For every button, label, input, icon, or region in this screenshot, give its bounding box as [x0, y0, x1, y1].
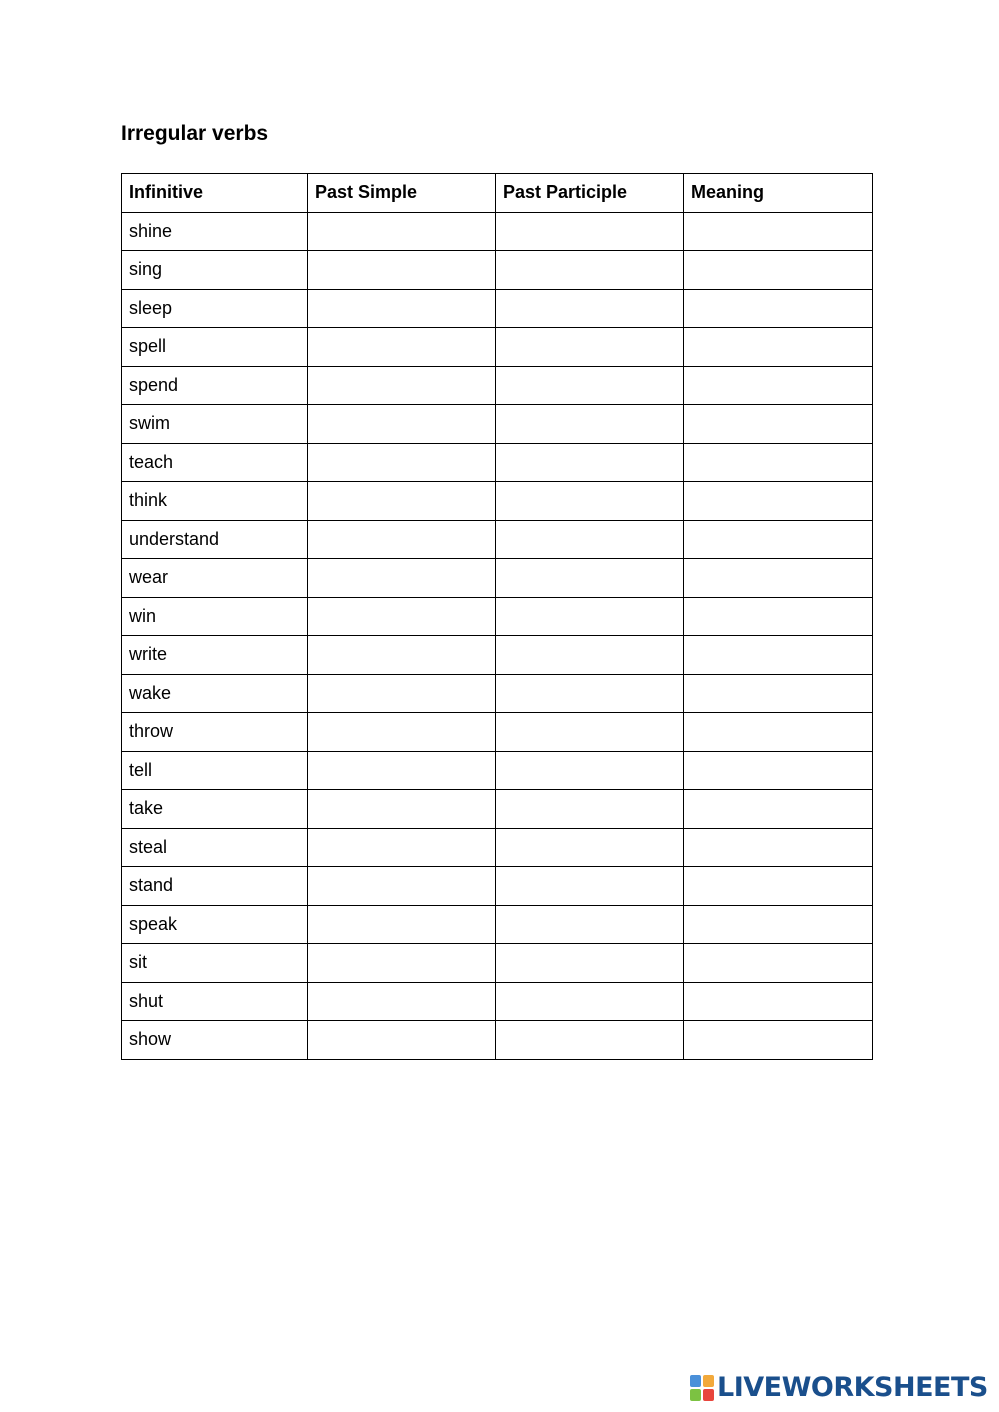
liveworksheets-logo-icon	[690, 1375, 714, 1401]
infinitive-cell: sing	[122, 251, 308, 290]
past-participle-cell[interactable]	[496, 790, 684, 829]
infinitive-cell: speak	[122, 905, 308, 944]
past-simple-cell[interactable]	[308, 597, 496, 636]
past-simple-cell[interactable]	[308, 328, 496, 367]
meaning-cell[interactable]	[684, 405, 873, 444]
header-meaning: Meaning	[684, 174, 873, 213]
meaning-cell[interactable]	[684, 828, 873, 867]
past-simple-cell[interactable]	[308, 674, 496, 713]
infinitive-cell: shine	[122, 212, 308, 251]
past-simple-cell[interactable]	[308, 520, 496, 559]
table-row	[122, 482, 873, 521]
table-row	[122, 366, 873, 405]
infinitive-cell: spend	[122, 366, 308, 405]
past-simple-cell[interactable]	[308, 636, 496, 675]
past-simple-cell[interactable]	[308, 905, 496, 944]
table-row	[122, 905, 873, 944]
table-row	[122, 790, 873, 829]
table-row	[122, 867, 873, 906]
past-participle-cell[interactable]	[496, 944, 684, 983]
infinitive-cell: understand	[122, 520, 308, 559]
past-participle-cell[interactable]	[496, 751, 684, 790]
infinitive-cell: tell	[122, 751, 308, 790]
infinitive-cell: spell	[122, 328, 308, 367]
infinitive-cell: win	[122, 597, 308, 636]
meaning-cell[interactable]	[684, 443, 873, 482]
page-title: Irregular verbs	[121, 122, 269, 145]
past-simple-cell[interactable]	[308, 559, 496, 598]
past-participle-cell[interactable]	[496, 559, 684, 598]
meaning-cell[interactable]	[684, 289, 873, 328]
table-row	[122, 289, 873, 328]
past-simple-cell[interactable]	[308, 482, 496, 521]
meaning-cell[interactable]	[684, 328, 873, 367]
past-participle-cell[interactable]	[496, 982, 684, 1021]
past-participle-cell[interactable]	[496, 674, 684, 713]
past-simple-cell[interactable]	[308, 982, 496, 1021]
past-participle-cell[interactable]	[496, 482, 684, 521]
past-participle-cell[interactable]	[496, 597, 684, 636]
table-row	[122, 751, 873, 790]
infinitive-cell: think	[122, 482, 308, 521]
infinitive-cell: shut	[122, 982, 308, 1021]
past-simple-cell[interactable]	[308, 1021, 496, 1060]
meaning-cell[interactable]	[684, 636, 873, 675]
past-participle-cell[interactable]	[496, 289, 684, 328]
table-row	[122, 251, 873, 290]
table-header	[122, 174, 873, 213]
meaning-cell[interactable]	[684, 1021, 873, 1060]
meaning-cell[interactable]	[684, 713, 873, 752]
table-row	[122, 405, 873, 444]
past-simple-cell[interactable]	[308, 790, 496, 829]
table-row	[122, 828, 873, 867]
past-simple-cell[interactable]	[308, 212, 496, 251]
table-row	[122, 1021, 873, 1060]
infinitive-cell: swim	[122, 405, 308, 444]
past-participle-cell[interactable]	[496, 520, 684, 559]
meaning-cell[interactable]	[684, 982, 873, 1021]
infinitive-cell: steal	[122, 828, 308, 867]
meaning-cell[interactable]	[684, 212, 873, 251]
past-participle-cell[interactable]	[496, 328, 684, 367]
past-participle-cell[interactable]	[496, 1021, 684, 1060]
table-row	[122, 944, 873, 983]
past-simple-cell[interactable]	[308, 751, 496, 790]
past-participle-cell[interactable]	[496, 212, 684, 251]
past-participle-cell[interactable]	[496, 636, 684, 675]
infinitive-cell: write	[122, 636, 308, 675]
past-simple-cell[interactable]	[308, 828, 496, 867]
table-row	[122, 636, 873, 675]
past-participle-cell[interactable]	[496, 443, 684, 482]
table-row	[122, 328, 873, 367]
meaning-cell[interactable]	[684, 751, 873, 790]
past-simple-cell[interactable]	[308, 366, 496, 405]
past-simple-cell[interactable]	[308, 289, 496, 328]
table-row	[122, 982, 873, 1021]
meaning-cell[interactable]	[684, 674, 873, 713]
table-row	[122, 559, 873, 598]
meaning-cell[interactable]	[684, 520, 873, 559]
table-row	[122, 520, 873, 559]
past-participle-cell[interactable]	[496, 251, 684, 290]
meaning-cell[interactable]	[684, 944, 873, 983]
infinitive-cell: take	[122, 790, 308, 829]
logo-text: LIVEWORKSHEETS	[717, 1372, 988, 1403]
past-simple-cell[interactable]	[308, 251, 496, 290]
infinitive-cell: sit	[122, 944, 308, 983]
meaning-cell[interactable]	[684, 867, 873, 906]
past-simple-cell[interactable]	[308, 713, 496, 752]
irregular-verbs-table	[121, 173, 873, 1060]
infinitive-cell: throw	[122, 713, 308, 752]
table-body	[122, 212, 873, 1059]
past-simple-cell[interactable]	[308, 944, 496, 983]
meaning-cell[interactable]	[684, 790, 873, 829]
past-participle-cell[interactable]	[496, 828, 684, 867]
infinitive-cell: show	[122, 1021, 308, 1060]
table-row	[122, 597, 873, 636]
meaning-cell[interactable]	[684, 482, 873, 521]
meaning-cell[interactable]	[684, 366, 873, 405]
table-row	[122, 443, 873, 482]
header-row	[122, 174, 873, 213]
meaning-cell[interactable]	[684, 905, 873, 944]
past-simple-cell[interactable]	[308, 443, 496, 482]
meaning-cell[interactable]	[684, 597, 873, 636]
past-simple-cell[interactable]	[308, 867, 496, 906]
infinitive-cell: wake	[122, 674, 308, 713]
past-participle-cell[interactable]	[496, 405, 684, 444]
meaning-cell[interactable]	[684, 251, 873, 290]
past-participle-cell[interactable]	[496, 905, 684, 944]
header-past-participle: Past Participle	[496, 174, 684, 213]
past-participle-cell[interactable]	[496, 867, 684, 906]
infinitive-cell: stand	[122, 867, 308, 906]
header-infinitive: Infinitive	[122, 174, 308, 213]
table-row	[122, 713, 873, 752]
liveworksheets-logo	[690, 1372, 988, 1404]
table-row	[122, 212, 873, 251]
past-participle-cell[interactable]	[496, 366, 684, 405]
meaning-cell[interactable]	[684, 559, 873, 598]
header-past-simple: Past Simple	[308, 174, 496, 213]
past-participle-cell[interactable]	[496, 713, 684, 752]
past-simple-cell[interactable]	[308, 405, 496, 444]
infinitive-cell: sleep	[122, 289, 308, 328]
table-row	[122, 674, 873, 713]
infinitive-cell: wear	[122, 559, 308, 598]
infinitive-cell: teach	[122, 443, 308, 482]
